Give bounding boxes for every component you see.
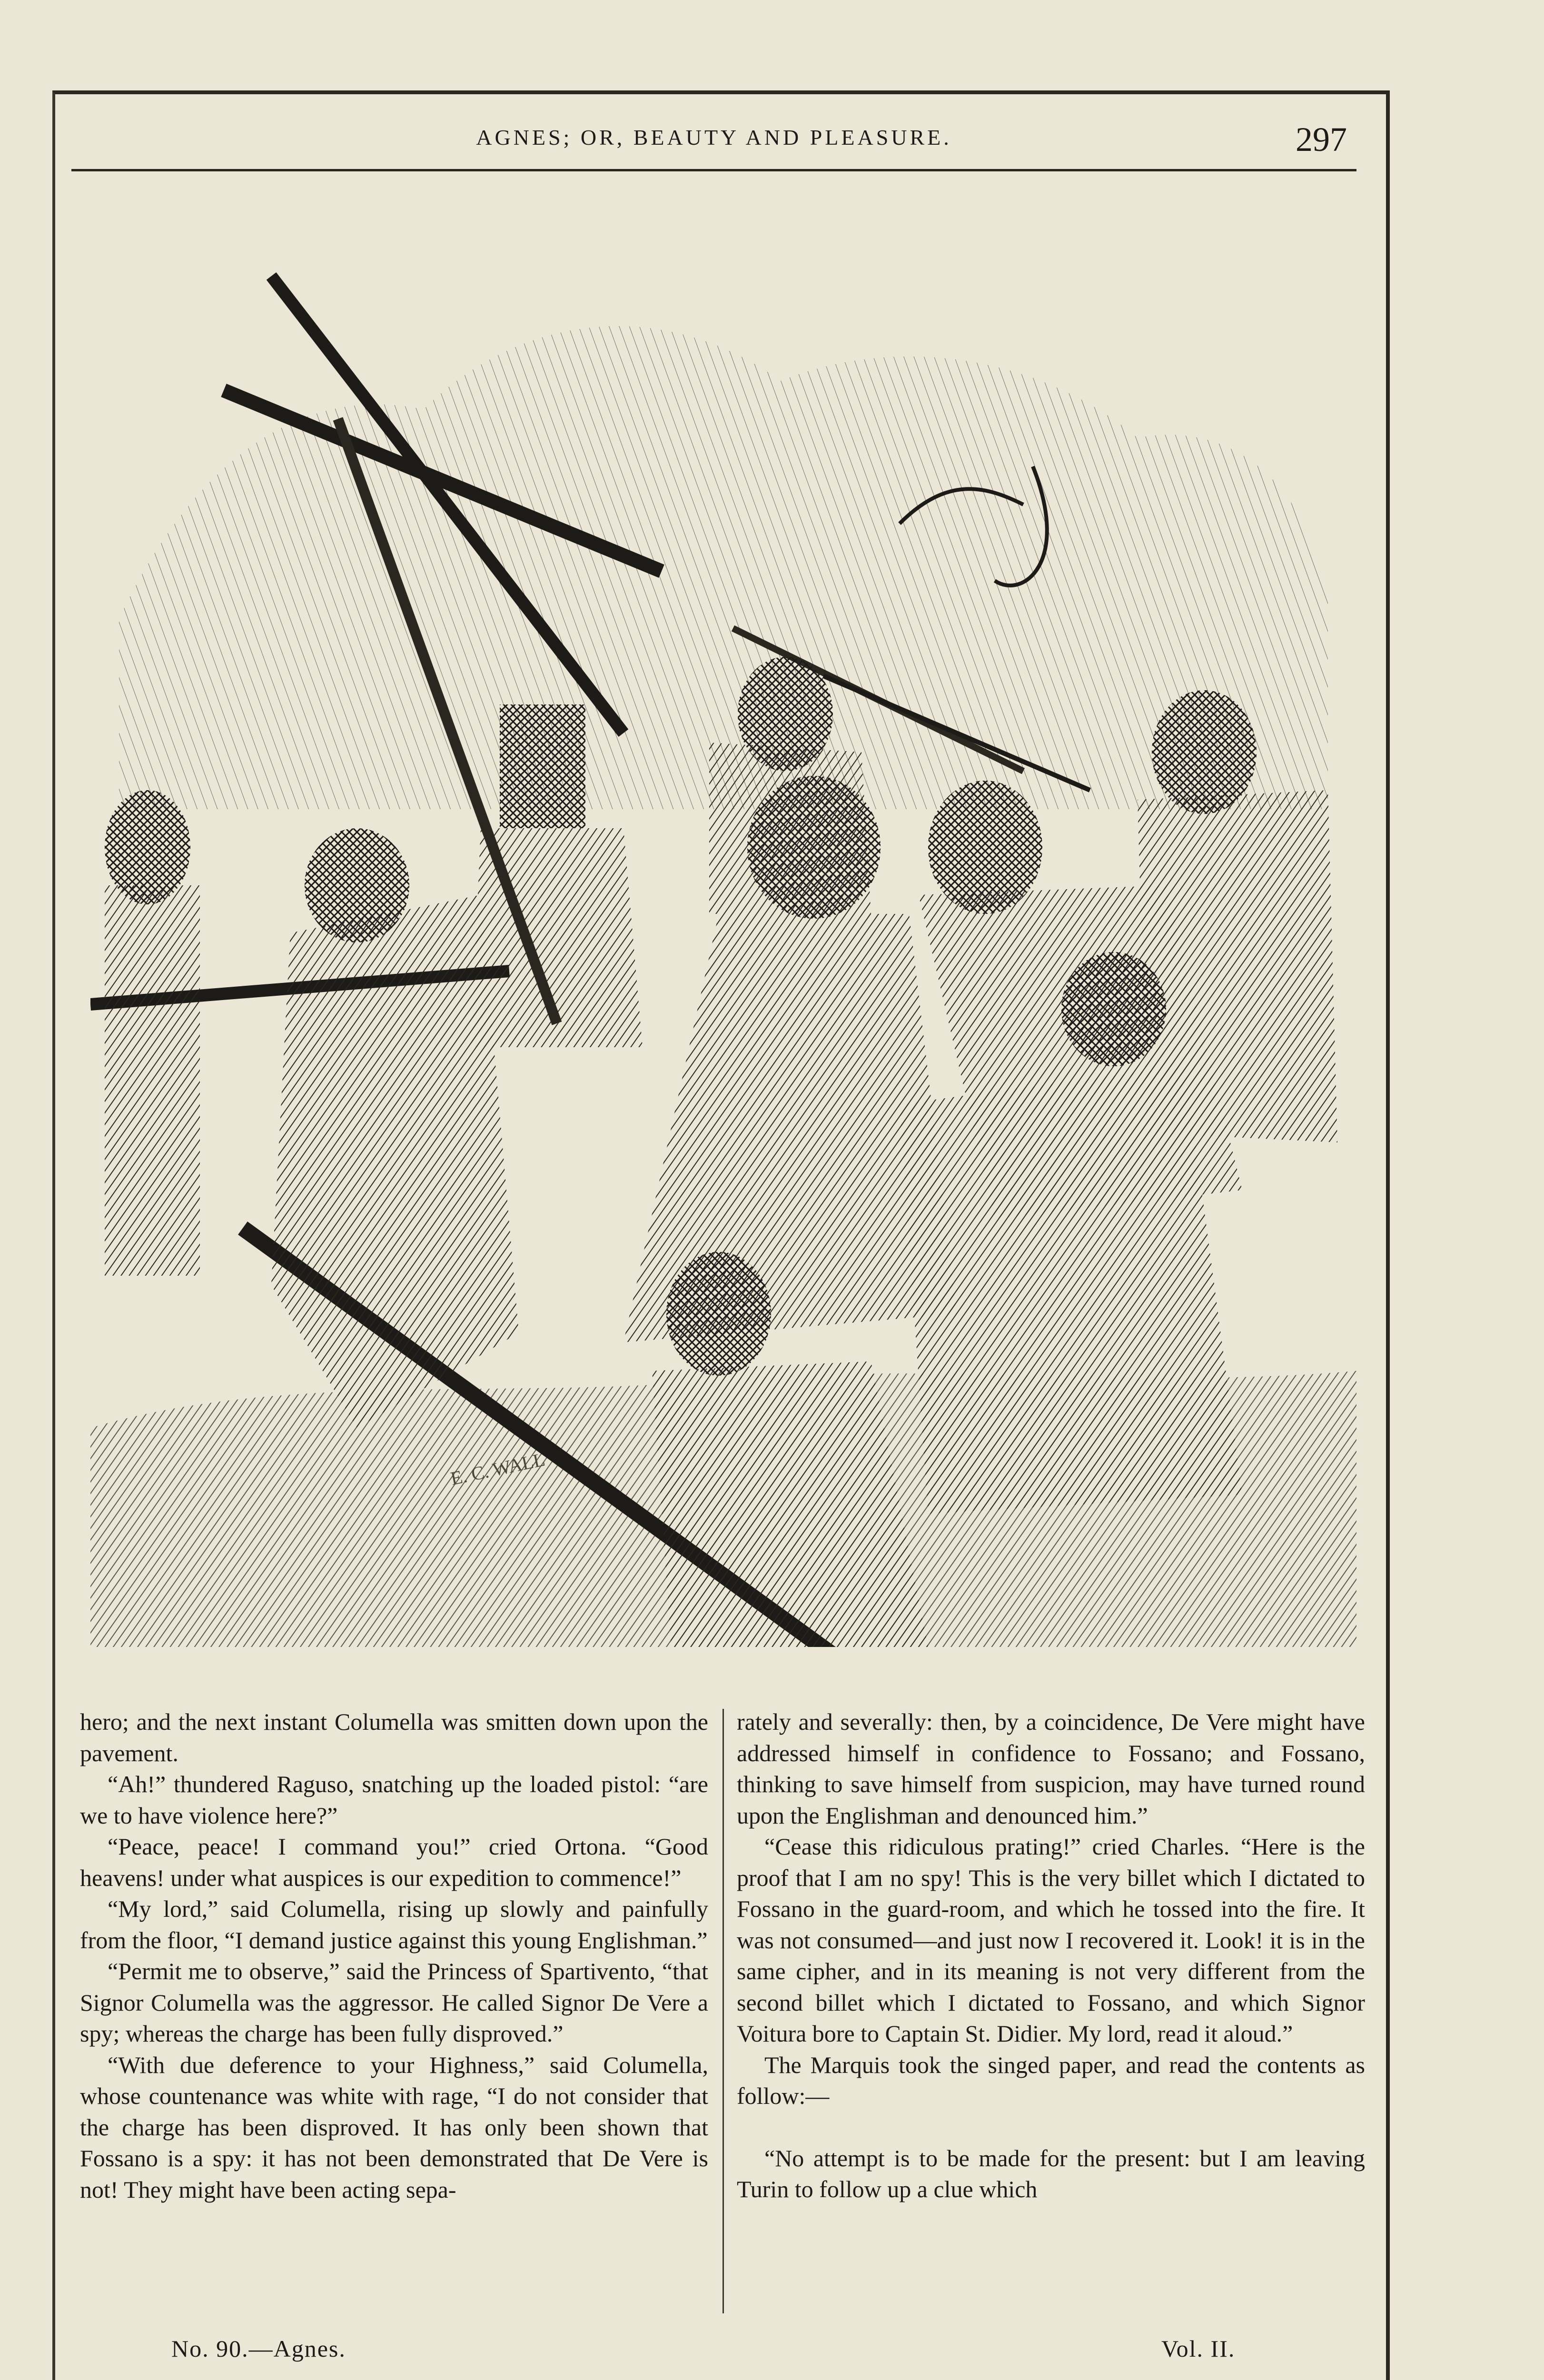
paragraph: “With due deference to your Highness,” said Columella, whose countenance was white with rage, “I do not consider that the charge has been disproved. It has only been shown that Fossano is a spy: it has not been demonstrated that De Vere is not! They might have been acting sepa- (80, 2051, 708, 2203)
paragraph: “Ah!” thundered Raguso, snatching up the loaded pistol: “are we to have violence here?” (80, 1771, 708, 1829)
page-number: 297 (1296, 120, 1347, 159)
body-text (80, 1706, 1373, 2323)
paragraph: rately and severally: then, by a coincidence, De Vere might have addressed himself in confidence to Fossano; and Fossano, thinking to save himself from suspicion, may have turned round upon the Englishman and denounced him.” (737, 1708, 1365, 1829)
figure-left-soldier (105, 790, 200, 1276)
right-column (737, 1706, 1365, 2205)
running-head (71, 120, 1356, 163)
paragraph: The Marquis took the singed paper, and read the contents as follow:— (737, 2051, 1365, 2109)
engraver-signature: E. C. WALL (448, 1448, 547, 1489)
footer-volume: Vol. II. (1161, 2335, 1236, 2362)
paragraph: hero; and the next instant Columella was smitten down upon the pavement. (80, 1708, 708, 1766)
paragraph: “Peace, peace! I command you!” cried Ortona. “Good heavens! under what auspices is our expedition to commence!” (80, 1833, 708, 1891)
running-title: AGNES; OR, BEAUTY AND PLEASURE. (476, 125, 952, 149)
paragraph: “No attempt is to be made for the present: but I am leaving Turin to follow up a clue which (737, 2144, 1365, 2202)
footer-issue-number: No. 90.—Agnes. (171, 2335, 346, 2362)
engraving-illustration (90, 238, 1356, 1647)
header-rule (71, 169, 1356, 171)
paragraph: “Cease this ridiculous prating!” cried Charles. “Here is the proof that I am no spy! This is the very billet which I dictated to Fossano in the guard-room, and which he tossed into the fire. It was not consumed—and just now I recovered it. Look! it is in the same cipher, and in its meaning is not very different from the second billet which I dictated to Fossano, and which Signor Voitura bore to Captain St. Didier. My lord, read it aloud.” (737, 1833, 1365, 2047)
paragraph: “My lord,” said Columella, rising up slowly and painfully from the floor, “I demand justice against this young Englishman.” (80, 1895, 708, 1954)
paragraph: “Permit me to observe,” said the Princess of Spartivento, “that Signor Columella was the aggressor. He called Signor De Vere a spy; whereas the charge has been fully disproved.” (80, 1958, 708, 2047)
left-column (80, 1706, 708, 2205)
column-divider (723, 1709, 724, 2313)
